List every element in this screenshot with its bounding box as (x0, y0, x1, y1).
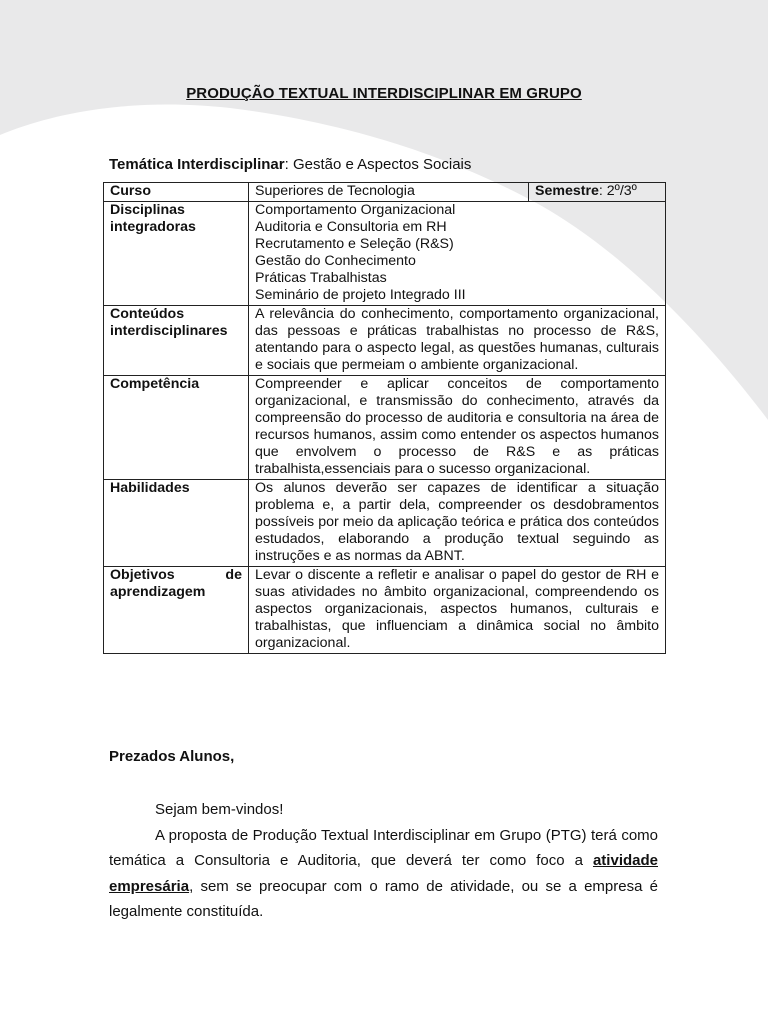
disciplina-item: Gestão do Conhecimento (255, 253, 416, 269)
letter-greeting: Prezados Alunos, (109, 748, 235, 765)
curso-label: Curso (104, 183, 249, 202)
tematica-label: Temática Interdisciplinar (109, 156, 285, 173)
table-row-conteudos (104, 306, 666, 376)
table-row-habilidades (104, 480, 666, 567)
conteudos-label: Conteúdos interdisciplinares (104, 306, 249, 376)
proposal-paragraph (109, 823, 658, 925)
proposal-text-part2: , sem se preocupar com o ramo de atividade, ou se a empresa é legalmente constituída. (109, 877, 658, 920)
proposal-text-part1: A proposta de Produção Textual Interdisciplinar em Grupo (PTG) terá como temática a Consultoria e Auditoria, que deverá ter como foco a (109, 826, 658, 869)
tematica-value: : Gestão e Aspectos Sociais (284, 156, 472, 173)
disciplina-item: Comportamento Organizacional (255, 202, 456, 218)
course-info-table (103, 182, 666, 654)
tematica-line (109, 156, 471, 173)
semestre-value: : 2º/3º (598, 183, 637, 199)
competencia-label: Competência (104, 376, 249, 480)
semestre-label: Semestre (535, 183, 599, 199)
curso-value: Superiores de Tecnologia (249, 183, 529, 202)
table-row-curso (104, 183, 666, 202)
disciplina-item: Recrutamento e Seleção (R&S) (255, 236, 454, 252)
conteudos-value: A relevância do conhecimento, comportamento organizacional, das pessoas e práticas trabalhistas no processo de R&S, atentando para o aspecto legal, as questões humanas, culturais e sociais que permeiam o ambiente organizacional. (249, 306, 666, 376)
disciplina-item: Práticas Trabalhistas (255, 270, 387, 286)
disciplina-item: Auditoria e Consultoria em RH (255, 219, 447, 235)
welcome-paragraph: Sejam bem-vindos! (155, 801, 284, 818)
objetivos-label: Objetivos de aprendizagem (104, 567, 249, 654)
disciplinas-label: Disciplinas integradoras (104, 202, 249, 306)
habilidades-label: Habilidades (104, 480, 249, 567)
letter-body (109, 797, 658, 925)
semestre-cell (529, 183, 666, 202)
competencia-value: Compreender e aplicar conceitos de comportamento organizacional, e transmissão do conhecimento, através da compreensão do processo de auditoria e consultoria na área de recursos humanos, assim como entender os aspectos humanos que envolvem o processo de R&S e as práticas trabalhista,essenciais para o sucesso organizacional. (249, 376, 666, 480)
disciplina-item: Seminário de projeto Integrado III (255, 287, 466, 303)
document-title: PRODUÇÃO TEXTUAL INTERDISCIPLINAR EM GRUPO (186, 85, 582, 102)
disciplinas-list (249, 202, 666, 306)
table-row-disciplinas (104, 202, 666, 306)
objetivos-value: Levar o discente a refletir e analisar o papel do gestor de RH e suas atividades no âmbito organizacional, compreendendo os aspectos organizacionais, aspectos humanos, culturais e trabalhistas, que influenciam a dinâmica social no âmbito organizacional. (249, 567, 666, 654)
proposal-highlight: atividade empresária (109, 852, 658, 895)
table-row-competencia (104, 376, 666, 480)
table-row-objetivos (104, 567, 666, 654)
habilidades-value: Os alunos deverão ser capazes de identificar a situação problema e, a partir dela, compreender os desdobramentos possíveis por meio da aplicação teórica e prática dos conteúdos estudados, elaborando a produção textual seguindo as instruções e as normas da ABNT. (249, 480, 666, 567)
